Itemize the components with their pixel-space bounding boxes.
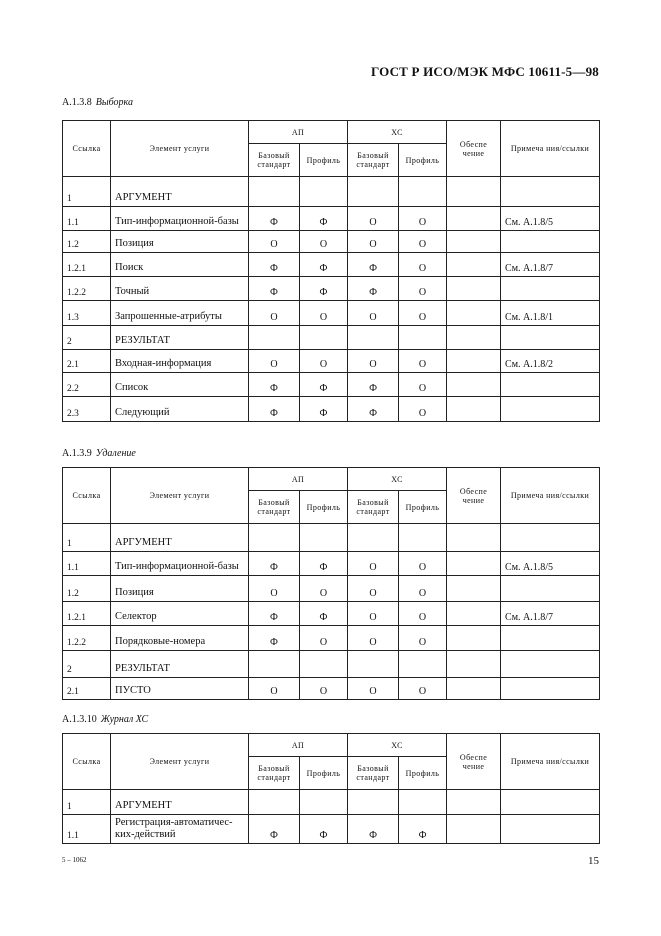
spec-table — [62, 467, 600, 700]
cell-note — [501, 277, 600, 301]
cell-provision — [447, 277, 501, 301]
cell-provision — [447, 678, 501, 700]
cell-xs-p — [399, 326, 447, 350]
cell-xs-b: О — [348, 602, 399, 626]
table-row — [63, 790, 600, 815]
table-row — [63, 177, 600, 207]
section-number: А.1.3.8 — [62, 97, 92, 108]
cell-xs-b — [348, 651, 399, 678]
header-ref: Ссылка — [63, 121, 111, 177]
cell-element: РЕЗУЛЬТАТ — [111, 651, 249, 678]
cell-xs-p: О — [399, 552, 447, 576]
table-row — [63, 651, 600, 678]
cell-xs-p: О — [399, 301, 447, 326]
cell-xs-p — [399, 524, 447, 552]
cell-element: Запрошенные-атрибуты — [111, 301, 249, 326]
header-ap-base: Базовый стандарт — [249, 144, 300, 177]
header-provision: Обеспе чение — [447, 468, 501, 524]
cell-provision — [447, 524, 501, 552]
cell-provision — [447, 326, 501, 350]
cell-xs-b: Ф — [348, 815, 399, 844]
section-name: Выборка — [95, 97, 133, 108]
cell-element: Поиск — [111, 253, 249, 277]
cell-element: АРГУМЕНТ — [111, 790, 249, 815]
cell-xs-b: Ф — [348, 253, 399, 277]
cell-xs-b: Ф — [348, 373, 399, 397]
table-row — [63, 552, 600, 576]
cell-ap-b: Ф — [249, 602, 300, 626]
cell-element: АРГУМЕНТ — [111, 177, 249, 207]
cell-ap-b — [249, 790, 300, 815]
cell-xs-b: О — [348, 626, 399, 651]
page-header: ГОСТ Р ИСО/МЭК МФС 10611-5—98 — [370, 64, 599, 79]
spec-table — [62, 120, 600, 422]
cell-ap-p: Ф — [300, 207, 348, 231]
cell-note — [501, 651, 600, 678]
header-ref: Ссылка — [63, 468, 111, 524]
cell-element: Регистрация-автоматичес-ких-действий — [111, 815, 249, 844]
cell-ap-p — [300, 790, 348, 815]
cell-xs-p: О — [399, 277, 447, 301]
header-ap: АП — [249, 468, 348, 491]
cell-element: Селектор — [111, 602, 249, 626]
cell-ap-p: Ф — [300, 815, 348, 844]
table-row — [63, 524, 600, 552]
cell-xs-b — [348, 790, 399, 815]
cell-element: Порядковые-номера — [111, 626, 249, 651]
cell-note — [501, 177, 600, 207]
cell-note — [501, 626, 600, 651]
cell-ap-p — [300, 177, 348, 207]
cell-ref: 1 — [63, 790, 111, 815]
cell-xs-b — [348, 524, 399, 552]
cell-ref: 1.2.2 — [63, 277, 111, 301]
cell-xs-p — [399, 790, 447, 815]
cell-note — [501, 231, 600, 253]
cell-note — [501, 678, 600, 700]
header-element: Элемент услуги — [111, 468, 249, 524]
section-number: А.1.3.10 — [62, 714, 97, 725]
cell-ref: 1.1 — [63, 207, 111, 231]
cell-ref: 1.2.1 — [63, 602, 111, 626]
cell-ap-p: Ф — [300, 373, 348, 397]
cell-note: См. А.1.8/7 — [501, 602, 600, 626]
cell-provision — [447, 231, 501, 253]
cell-ap-b: О — [249, 231, 300, 253]
table-row — [63, 576, 600, 602]
cell-ap-b: Ф — [249, 207, 300, 231]
cell-xs-p: О — [399, 253, 447, 277]
cell-note — [501, 373, 600, 397]
cell-ap-b: Ф — [249, 552, 300, 576]
cell-ap-p — [300, 524, 348, 552]
cell-note — [501, 397, 600, 422]
cell-provision — [447, 373, 501, 397]
cell-xs-p: О — [399, 602, 447, 626]
cell-xs-p: О — [399, 350, 447, 373]
header-ap: АП — [249, 121, 348, 144]
cell-xs-p: О — [399, 678, 447, 700]
cell-note — [501, 576, 600, 602]
cell-note — [501, 815, 600, 844]
cell-ap-b: О — [249, 576, 300, 602]
cell-ref: 2.2 — [63, 373, 111, 397]
cell-ap-p — [300, 651, 348, 678]
cell-provision — [447, 397, 501, 422]
cell-ref: 2.1 — [63, 678, 111, 700]
cell-ref: 1.2 — [63, 231, 111, 253]
section-number: А.1.3.9 — [62, 448, 92, 459]
header-xs-base: Базовый стандарт — [348, 757, 399, 790]
cell-ref: 2 — [63, 651, 111, 678]
cell-element: Тип-информационной-базы — [111, 552, 249, 576]
header-xs-profile: Профиль — [399, 491, 447, 524]
cell-element: ПУСТО — [111, 678, 249, 700]
cell-xs-b: Ф — [348, 397, 399, 422]
cell-element: Точный — [111, 277, 249, 301]
header-xs: ХС — [348, 121, 447, 144]
cell-element: Входная-информация — [111, 350, 249, 373]
cell-note — [501, 790, 600, 815]
cell-element: Позиция — [111, 576, 249, 602]
spec-table — [62, 733, 600, 844]
header-provision: Обеспе чение — [447, 121, 501, 177]
cell-xs-b: О — [348, 552, 399, 576]
cell-ap-b: Ф — [249, 626, 300, 651]
cell-xs-b — [348, 177, 399, 207]
section-title — [62, 448, 136, 459]
header-notes: Примеча ния/ссылки — [501, 121, 600, 177]
cell-ap-p: Ф — [300, 602, 348, 626]
cell-xs-p: О — [399, 231, 447, 253]
section-name: Журнал ХС — [100, 714, 149, 725]
header-ap-base: Базовый стандарт — [249, 757, 300, 790]
cell-provision — [447, 815, 501, 844]
cell-note: См. А.1.8/1 — [501, 301, 600, 326]
footer-code: 5 – 1062 — [62, 856, 87, 864]
cell-xs-b: О — [348, 576, 399, 602]
cell-ref: 2.3 — [63, 397, 111, 422]
table-row — [63, 815, 600, 844]
cell-ap-p: Ф — [300, 277, 348, 301]
cell-ap-b — [249, 651, 300, 678]
header-notes: Примеча ния/ссылки — [501, 468, 600, 524]
cell-provision — [447, 626, 501, 651]
cell-xs-p: О — [399, 576, 447, 602]
cell-provision — [447, 350, 501, 373]
cell-xs-p: Ф — [399, 815, 447, 844]
cell-ap-b: О — [249, 678, 300, 700]
cell-xs-b: О — [348, 207, 399, 231]
cell-ref: 2.1 — [63, 350, 111, 373]
cell-provision — [447, 301, 501, 326]
table-row — [63, 253, 600, 277]
cell-ref: 1.2.1 — [63, 253, 111, 277]
cell-ap-p: О — [300, 301, 348, 326]
table-row — [63, 326, 600, 350]
cell-ap-b: Ф — [249, 815, 300, 844]
cell-note — [501, 326, 600, 350]
header-ap-profile: Профиль — [300, 491, 348, 524]
cell-xs-p: О — [399, 373, 447, 397]
cell-xs-p — [399, 651, 447, 678]
header-element: Элемент услуги — [111, 734, 249, 790]
cell-xs-b: О — [348, 301, 399, 326]
cell-provision — [447, 253, 501, 277]
cell-provision — [447, 651, 501, 678]
cell-provision — [447, 576, 501, 602]
cell-provision — [447, 207, 501, 231]
header-xs-profile: Профиль — [399, 757, 447, 790]
header-xs: ХС — [348, 734, 447, 757]
cell-ap-b: Ф — [249, 397, 300, 422]
header-element: Элемент услуги — [111, 121, 249, 177]
cell-xs-p: О — [399, 207, 447, 231]
table-row — [63, 373, 600, 397]
table-row — [63, 602, 600, 626]
table-row — [63, 207, 600, 231]
cell-note — [501, 524, 600, 552]
table-row — [63, 626, 600, 651]
table-row — [63, 350, 600, 373]
header-xs-base: Базовый стандарт — [348, 144, 399, 177]
cell-element: Позиция — [111, 231, 249, 253]
section-name: Удаление — [95, 448, 136, 459]
header-ap-profile: Профиль — [300, 757, 348, 790]
cell-ap-b: О — [249, 350, 300, 373]
cell-ap-p: О — [300, 350, 348, 373]
cell-xs-p — [399, 177, 447, 207]
table-row — [63, 231, 600, 253]
cell-ap-b: О — [249, 301, 300, 326]
cell-xs-b: Ф — [348, 277, 399, 301]
header-ref: Ссылка — [63, 734, 111, 790]
cell-ap-b — [249, 326, 300, 350]
cell-ref: 1 — [63, 177, 111, 207]
cell-ap-p — [300, 326, 348, 350]
header-ap-base: Базовый стандарт — [249, 491, 300, 524]
table-row — [63, 277, 600, 301]
header-notes: Примеча ния/ссылки — [501, 734, 600, 790]
cell-note: См. А.1.8/7 — [501, 253, 600, 277]
table-row — [63, 678, 600, 700]
header-ap-profile: Профиль — [300, 144, 348, 177]
cell-ap-b — [249, 524, 300, 552]
cell-ref: 1.1 — [63, 552, 111, 576]
cell-xs-b: О — [348, 231, 399, 253]
cell-ap-p: Ф — [300, 397, 348, 422]
cell-ap-p: Ф — [300, 552, 348, 576]
page-number: 15 — [588, 855, 599, 867]
cell-provision — [447, 552, 501, 576]
cell-element: Список — [111, 373, 249, 397]
cell-xs-p: О — [399, 626, 447, 651]
cell-ap-p: Ф — [300, 253, 348, 277]
cell-note: См. А.1.8/5 — [501, 207, 600, 231]
cell-ap-p: О — [300, 678, 348, 700]
cell-xs-b: О — [348, 350, 399, 373]
header-xs-profile: Профиль — [399, 144, 447, 177]
cell-ap-p: О — [300, 576, 348, 602]
cell-ap-b: Ф — [249, 373, 300, 397]
table-row — [63, 397, 600, 422]
cell-provision — [447, 177, 501, 207]
header-xs-base: Базовый стандарт — [348, 491, 399, 524]
section-title — [62, 97, 133, 108]
cell-element: АРГУМЕНТ — [111, 524, 249, 552]
header-xs: ХС — [348, 468, 447, 491]
table-row — [63, 301, 600, 326]
cell-xs-p: О — [399, 397, 447, 422]
cell-ref: 1 — [63, 524, 111, 552]
cell-xs-b — [348, 326, 399, 350]
cell-ap-b: Ф — [249, 253, 300, 277]
cell-ap-p: О — [300, 626, 348, 651]
cell-note: См. А.1.8/2 — [501, 350, 600, 373]
cell-element: Тип-информационной-базы — [111, 207, 249, 231]
cell-element: РЕЗУЛЬТАТ — [111, 326, 249, 350]
cell-ap-b — [249, 177, 300, 207]
cell-note: См. А.1.8/5 — [501, 552, 600, 576]
cell-ref: 1.2.2 — [63, 626, 111, 651]
cell-ap-p: О — [300, 231, 348, 253]
cell-element: Следующий — [111, 397, 249, 422]
cell-ref: 2 — [63, 326, 111, 350]
cell-provision — [447, 790, 501, 815]
cell-ref: 1.2 — [63, 576, 111, 602]
header-provision: Обеспе чение — [447, 734, 501, 790]
section-title — [62, 714, 148, 725]
cell-xs-b: О — [348, 678, 399, 700]
header-ap: АП — [249, 734, 348, 757]
cell-ref: 1.3 — [63, 301, 111, 326]
cell-provision — [447, 602, 501, 626]
cell-ap-b: Ф — [249, 277, 300, 301]
cell-ref: 1.1 — [63, 815, 111, 844]
